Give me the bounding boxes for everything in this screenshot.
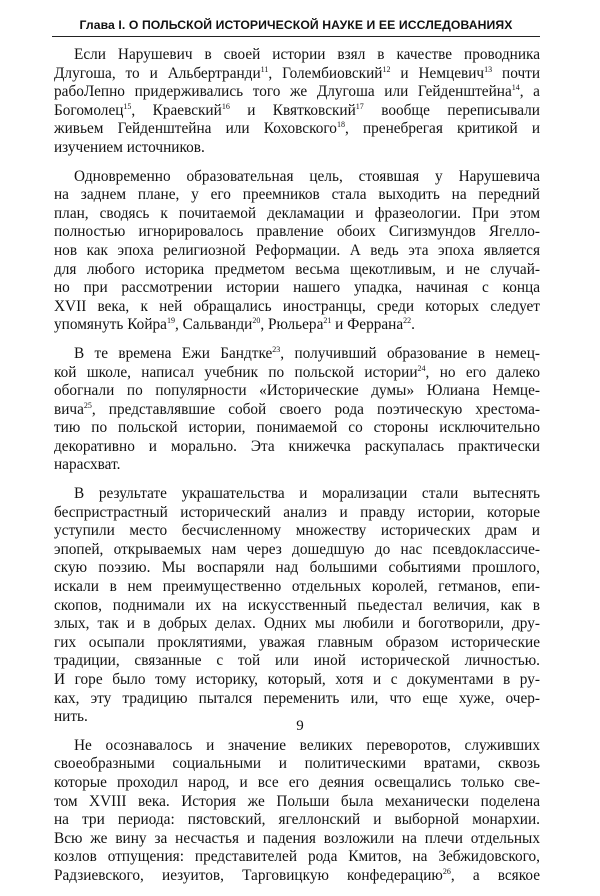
text-line — [54, 867, 540, 886]
text-line — [54, 83, 540, 102]
text-line — [54, 419, 540, 438]
text-line — [54, 559, 540, 578]
text-run: для любого историка предметом весьма щекотливым, и не случай- — [54, 260, 540, 278]
text-run: Радзиевского, иезуитов, Тарговицкую конфедерацию — [54, 866, 443, 884]
text-line — [54, 279, 540, 298]
footnote-ref: 13 — [484, 64, 493, 74]
text-line — [54, 830, 540, 849]
text-run: , Краевский — [131, 101, 222, 119]
page-number: 9 — [296, 718, 304, 734]
text-run: Одновременно образовательная цель, стоявшая у Нарушевича — [74, 167, 540, 185]
footnote-ref: 11 — [260, 64, 269, 74]
footnote-ref: 19 — [166, 316, 175, 326]
text-line — [54, 652, 540, 671]
paragraph — [54, 168, 540, 335]
text-run: козлов отпущения: представителей рода Кмитов, на Зебжидовского, — [54, 848, 540, 866]
text-run: тию по польской истории, понимаемой со стороны исключительно — [54, 419, 540, 437]
text-line — [54, 120, 540, 139]
text-line — [54, 438, 540, 457]
text-run: на три периода: пястовский, ягеллонский и выборной монархии. — [54, 811, 540, 829]
text-line — [54, 186, 540, 205]
footnote-ref: 14 — [511, 83, 520, 93]
text-line — [54, 793, 540, 812]
text-run: беспристрастный исторический анализ и правду истории, которые — [54, 503, 540, 521]
text-run: скую поэзию. Мы воспаряли над большими событиями прошлого, — [54, 559, 540, 577]
text-run: уступили место бесчисленному множеству исторических драм и — [54, 522, 540, 540]
text-line — [54, 578, 540, 597]
footnote-ref: 15 — [123, 101, 132, 111]
text-run: упомянуть Койра — [54, 316, 167, 334]
text-run: XVII века, к ней обращались иностранцы, среди которых следует — [54, 297, 540, 315]
text-run: , Рюльера — [260, 316, 324, 334]
text-run: И горе было тому историку, который, хотя и с документами в ру- — [54, 671, 540, 688]
text-run: своеобразными социальными и политическими вратами, сквозь — [54, 755, 540, 773]
text-run: нить. — [54, 708, 88, 726]
text-run: В результате украшательства и морализации стали вытеснять — [74, 485, 540, 503]
text-run: гих осыпали проклятиями, уважая главным образом исторические — [54, 633, 540, 651]
text-run: скопов, поднимали их на искусственный пьедестал величия, как в — [54, 596, 540, 614]
footnote-ref: 12 — [382, 64, 391, 74]
text-line — [54, 223, 540, 242]
paragraph — [54, 345, 540, 475]
text-run: нарасхват. — [54, 456, 121, 474]
footnote-ref: 17 — [355, 101, 364, 111]
text-line — [54, 316, 540, 335]
text-run: нов как эпоха религиозной Реформации. А ведь эта эпоха является — [54, 241, 540, 259]
text-line — [54, 522, 540, 541]
text-line — [54, 504, 540, 523]
text-run: вича — [54, 400, 84, 418]
text-run: ках, эту традицию пытался переменить или, что еще хуже, очер- — [54, 689, 540, 707]
text-line — [54, 737, 540, 756]
text-run: полностью игнорировалось правление обоих Сигизмундов Ягелло- — [54, 223, 540, 241]
footnote-ref: 23 — [272, 344, 281, 354]
text-run: , Сальванди — [174, 316, 253, 334]
text-line — [54, 261, 540, 280]
text-line — [54, 139, 540, 158]
text-run: вообще переписывали — [363, 101, 540, 119]
text-line — [54, 345, 540, 364]
text-run: , пренебрегая критикой и — [344, 120, 541, 138]
text-run: искали в нем преимущественно отдельных королей, гетманов, епи- — [54, 578, 540, 596]
footnote-ref: 24 — [417, 363, 426, 373]
text-line — [54, 774, 540, 793]
text-run: но при рассмотрении истории нашего упадка, начиная с конца — [54, 279, 540, 297]
text-run: на заднем плане, у его преемников стала выходить на передний — [54, 186, 540, 204]
body-text — [54, 46, 540, 896]
text-line — [54, 298, 540, 317]
text-line — [54, 205, 540, 224]
footnote-ref: 21 — [323, 316, 332, 326]
text-run: кой школе, написал учебник по польской истории — [54, 363, 418, 381]
footnote-ref: 25 — [83, 400, 92, 410]
text-line — [54, 102, 540, 121]
text-line — [54, 848, 540, 867]
text-line — [54, 755, 540, 774]
text-line — [54, 364, 540, 383]
text-run: обогнали по популярности «Исторические думы» Юлиана Немце- — [54, 382, 540, 400]
text-run: , но его далеко — [425, 363, 540, 381]
footnote-ref: 26 — [442, 866, 451, 876]
text-run: традиции, связанные с той или иной исторической личностью. — [54, 652, 540, 670]
text-line — [54, 65, 540, 84]
text-line — [54, 811, 540, 830]
text-run: том XVIII века. История же Польши была механически поделена — [54, 792, 540, 810]
text-run: . — [411, 316, 415, 334]
text-line — [54, 168, 540, 187]
text-line — [54, 382, 540, 401]
text-line — [54, 401, 540, 420]
text-run: декоративно и морально. Эта книжечка раскупалась практически — [54, 437, 540, 455]
text-run: и Феррана — [331, 316, 404, 334]
text-run: Если Нарушевич в своей истории взял в качестве проводника — [74, 46, 540, 63]
text-run: почти — [492, 64, 541, 82]
footnote-ref: 16 — [221, 101, 230, 111]
text-line — [54, 485, 540, 504]
text-run: Всю же вину за несчастья и падения возложили на плечи отдельных — [54, 829, 540, 847]
text-run: живьем Гейденштейна или Коховского — [54, 120, 337, 138]
text-line — [54, 46, 540, 65]
text-run: план, сводясь к почитаемой декламации и фразеологии. При этом — [54, 204, 540, 222]
text-line — [54, 671, 540, 690]
paragraph — [54, 737, 540, 886]
text-run: рабоЛепно придерживались того же Длугоша или Гейденштейна — [54, 83, 512, 101]
text-run: злых, так и в добрых делах. Одних мы любили и боготворили, дру- — [54, 615, 540, 633]
text-run: В те времена Ежи Бандтке — [74, 344, 273, 362]
text-run: Богомолец — [54, 101, 124, 119]
running-header: Глава I. О ПОЛЬСКОЙ ИСТОРИЧЕСКОЙ НАУКЕ И ЕЕ ИССЛЕДОВАНИЯХ — [52, 14, 540, 37]
text-run: , а — [519, 83, 540, 101]
text-line — [54, 615, 540, 634]
text-line — [54, 597, 540, 616]
text-run: изучением источников. — [54, 138, 205, 156]
text-run: Длугоша, то и Альбертранди — [54, 64, 261, 82]
text-run: , представлявшие собой своего рода поэтическую хрестома- — [91, 400, 540, 418]
text-run: эпопей, открываемых нам через дошедшую до нас псевдоклассиче- — [54, 540, 540, 558]
text-line — [54, 456, 540, 475]
text-run: , а всякое — [450, 866, 540, 884]
text-line — [54, 242, 540, 261]
text-line — [54, 634, 540, 653]
text-line — [54, 541, 540, 560]
text-run: которые проходил народ, и все его деяния освещались только све- — [54, 773, 540, 791]
footnote-ref: 20 — [252, 316, 261, 326]
text-run: и Квятковский — [229, 101, 356, 119]
footnote-ref: 22 — [403, 316, 412, 326]
text-run: Не осознавалось и значение великих переворотов, служивших — [74, 736, 540, 754]
text-run: , получивший образование в немец- — [280, 344, 540, 362]
footnote-ref: 18 — [336, 120, 345, 130]
text-run: , Голембиовский — [268, 64, 383, 82]
text-line — [54, 690, 540, 709]
paragraph — [54, 485, 540, 727]
paragraph — [54, 46, 540, 158]
text-run: и Немцевич — [390, 64, 485, 82]
